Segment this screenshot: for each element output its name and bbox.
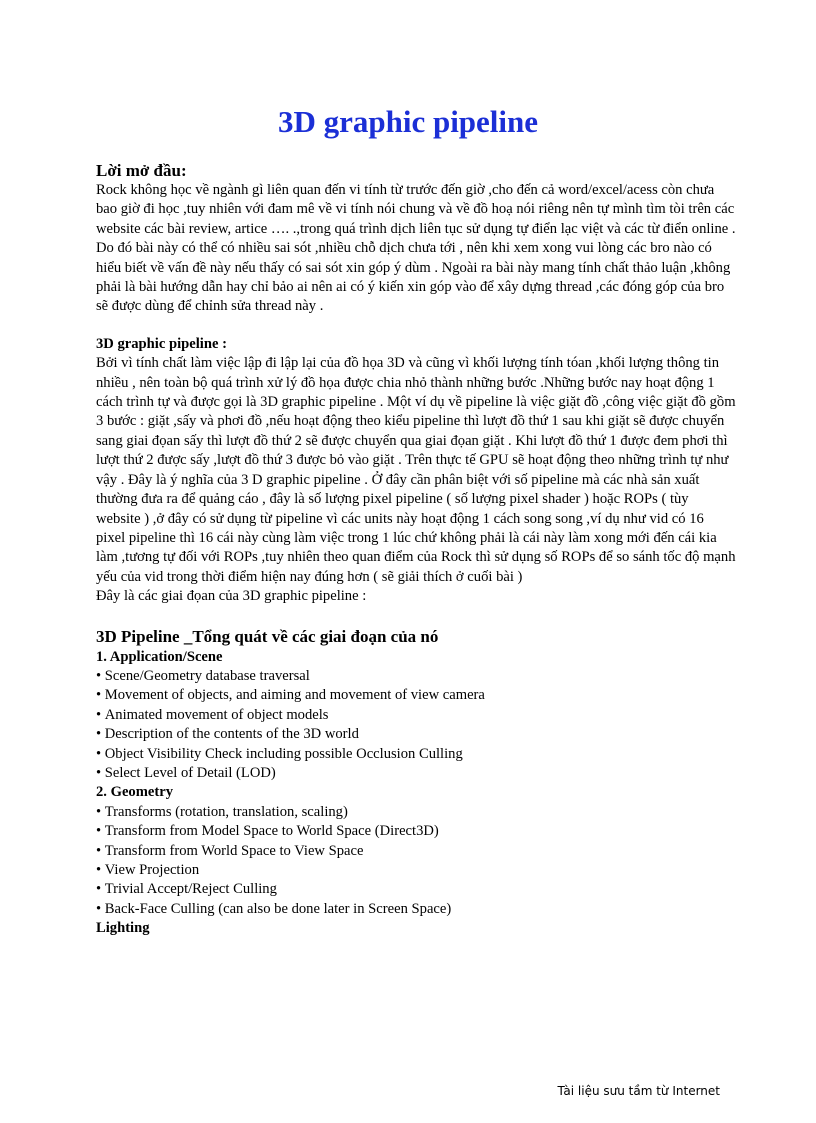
pipeline-paragraph: Bởi vì tính chất làm việc lập đi lập lại của đồ họa 3D và cũng vì khối lượng tính tóan ,khối lượng thông tin nhiều , nên toàn bộ quá trình xử lý đồ họa được chia nhỏ thành những bước .Những bước nay hoạt động 1 cách trình tự và được gọi là 3D graphic pipeline . Một ví dụ về pipeline là việc giặt đồ ,công việc giặt đồ gồm 3 bước : giặt ,sấy và phơi đồ ,nếu hoạt động theo kiểu pipeline thì lượt đồ thứ 1 sau khi giặt sẽ được chuyển sang giai đọan sấy thì lượt đồ thứ 2 sẽ được chuyển qua giai đọan giặt . Khi lượt đồ thứ 1 được đem phơi thì lượt thứ 2 được sấy ,lượt đồ thứ 3 được bỏ vào giặt . Trên thực tế GPU sẽ hoạt động theo những trình tự như vậy . Đây là ý nghĩa của 3 D graphic pipeline . Ở đây cần phân biệt với số pipeline mà các nhà sản xuất thường đưa ra để quảng cáo , đây là số lượng pixel pipeline ( số lượng pixel shader ) hoặc ROPs ( tùy website ) ,ở đây có sử dụng từ pipeline vì các units này hoạt động 1 cách song song ,ví dụ như vid có 16 pixel pipeline thì 16 cái này cùng làm việc trong 1 lúc chứ không phải là cái này làm xong mới đến cái kia làm ,tương tự đối với ROPs ,tuy nhiên theo quan điểm của Rock thì sử dụng số ROPs để so sánh tốc độ mạnh yếu của vid trong thời điểm hiện nay đúng hơn ( sẽ giải thích ở cuối bài ) bbox=[96, 355, 736, 585]
footer-source-note: Tài liệu sưu tầm từ Internet bbox=[557, 1084, 720, 1098]
page-title: 3D graphic pipeline bbox=[277, 104, 539, 139]
stage-2-title: 2. Geometry bbox=[96, 784, 173, 801]
list-item: • Movement of objects, and aiming and movement of view camera bbox=[96, 686, 736, 705]
list-item: • Transforms (rotation, translation, scaling) bbox=[96, 803, 736, 822]
list-item: • View Projection bbox=[96, 861, 736, 880]
list-item: • Back-Face Culling (can also be done later in Screen Space) bbox=[96, 900, 736, 919]
lighting-heading: Lighting bbox=[96, 920, 150, 937]
list-item: • Transform from World Space to View Space bbox=[96, 842, 736, 861]
intro-paragraph: Rock không học về ngành gì liên quan đến vi tính từ trước đến giờ ,cho đến cả word/excel/acess còn chưa bao giờ đi học ,tuy nhiên với đam mê về vi tính nói chung và về đồ hoạ nói riêng nên tự mình tìm tòi trên các website các bài review, artice …. .,trong quá trình dịch liên tục sử dụng tự điển lạc việt và các từ điển online . Do đó bài này có thể có nhiều sai sót ,nhiều chỗ dịch chưa tới , nên khi xem xong vui lòng các bro nào có hiểu biết về vấn đề này nếu thấy có sai sót xin góp ý dùm . Ngoài ra bài này mang tính chất thảo luận ,không phải là bài hướng dẫn hay chỉ bảo ai nên ai có ý kiến xin góp vào để xây dựng thread ,các đóng góp của bro sẽ được dùng để chỉnh sửa thread này . bbox=[96, 182, 736, 315]
intro-heading: Lời mở đầu: bbox=[96, 161, 187, 180]
pipeline-closing: Đây là các giai đọan của 3D graphic pipeline : bbox=[96, 588, 367, 605]
document-body bbox=[96, 161, 736, 939]
list-item: • Description of the contents of the 3D world bbox=[96, 725, 736, 744]
list-item: • Trivial Accept/Reject Culling bbox=[96, 880, 736, 899]
stage-1-list bbox=[96, 667, 736, 783]
pipeline-heading: 3D graphic pipeline : bbox=[96, 335, 227, 352]
list-item: • Scene/Geometry database traversal bbox=[96, 667, 736, 686]
stage-1-title: 1. Application/Scene bbox=[96, 648, 223, 665]
list-item: • Select Level of Detail (LOD) bbox=[96, 764, 736, 783]
list-item: • Transform from Model Space to World Space (Direct3D) bbox=[96, 822, 736, 841]
list-item: • Animated movement of object models bbox=[96, 706, 736, 725]
stage-2-list bbox=[96, 803, 736, 919]
list-item: • Object Visibility Check including possible Occlusion Culling bbox=[96, 745, 736, 764]
overview-heading: 3D Pipeline _Tổng quát về các giai đoạn của nó bbox=[96, 626, 439, 646]
